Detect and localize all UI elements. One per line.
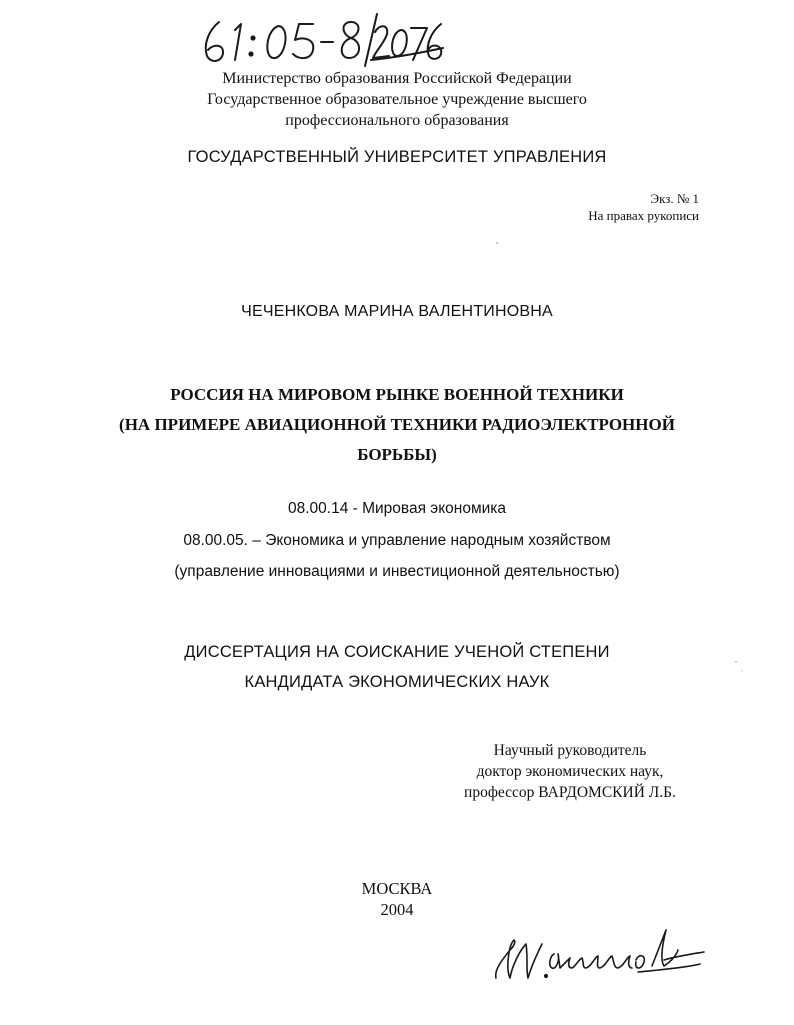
author-signature	[488, 920, 708, 992]
place-and-year	[0, 878, 794, 920]
copy-number: Экз. № 1	[650, 191, 699, 206]
supervisor-degree: доктор экономических наук,	[476, 763, 664, 780]
degree-statement	[0, 637, 794, 697]
title-line: (НА ПРИМЕРЕ АВИАЦИОННОЙ ТЕХНИКИ РАДИОЭЛЕКТРОННОЙ	[119, 415, 675, 434]
specialty-detail: (управление инновациями и инвестиционной деятельностью)	[174, 563, 620, 580]
institution-type-line: Государственное образовательное учреждение высшего	[207, 91, 587, 108]
title-line: РОССИЯ НА МИРОВОМ РЫНКЕ ВОЕННОЙ ТЕХНИКИ	[170, 385, 624, 404]
supervisor-name: профессор ВАРДОМСКИЙ Л.Б.	[464, 784, 676, 801]
handwritten-archive-number	[195, 8, 445, 68]
degree-line: ДИССЕРТАЦИЯ НА СОИСКАНИЕ УЧЕНОЙ СТЕПЕНИ	[184, 643, 610, 661]
scientific-supervisor	[420, 740, 720, 803]
title-line: БОРЬБЫ)	[357, 445, 437, 464]
supervisor-role: Научный руководитель	[493, 742, 647, 759]
ministry-header	[0, 68, 794, 131]
degree-line: КАНДИДАТА ЭКОНОМИЧЕСКИХ НАУК	[244, 673, 550, 691]
city: МОСКВА	[361, 879, 433, 898]
specialty-code-2: 08.00.05. – Экономика и управление народным хозяйством	[183, 532, 611, 549]
manuscript-rights: На правах рукописи	[588, 208, 699, 223]
year: 2004	[380, 900, 414, 919]
specialty-code-1: 08.00.14 - Мировая экономика	[287, 500, 507, 517]
dissertation-title	[0, 380, 794, 470]
university-name: ГОСУДАРСТВЕННЫЙ УНИВЕРСИТЕТ УПРАВЛЕНИЯ	[187, 148, 607, 166]
education-level-line: профессионального образования	[285, 112, 509, 129]
author-name: ЧЕЧЕНКОВА МАРИНА ВАЛЕНТИНОВНА	[241, 303, 553, 320]
copy-info	[588, 190, 699, 224]
ministry-line: Министерство образования Российской Федерации	[222, 70, 572, 87]
